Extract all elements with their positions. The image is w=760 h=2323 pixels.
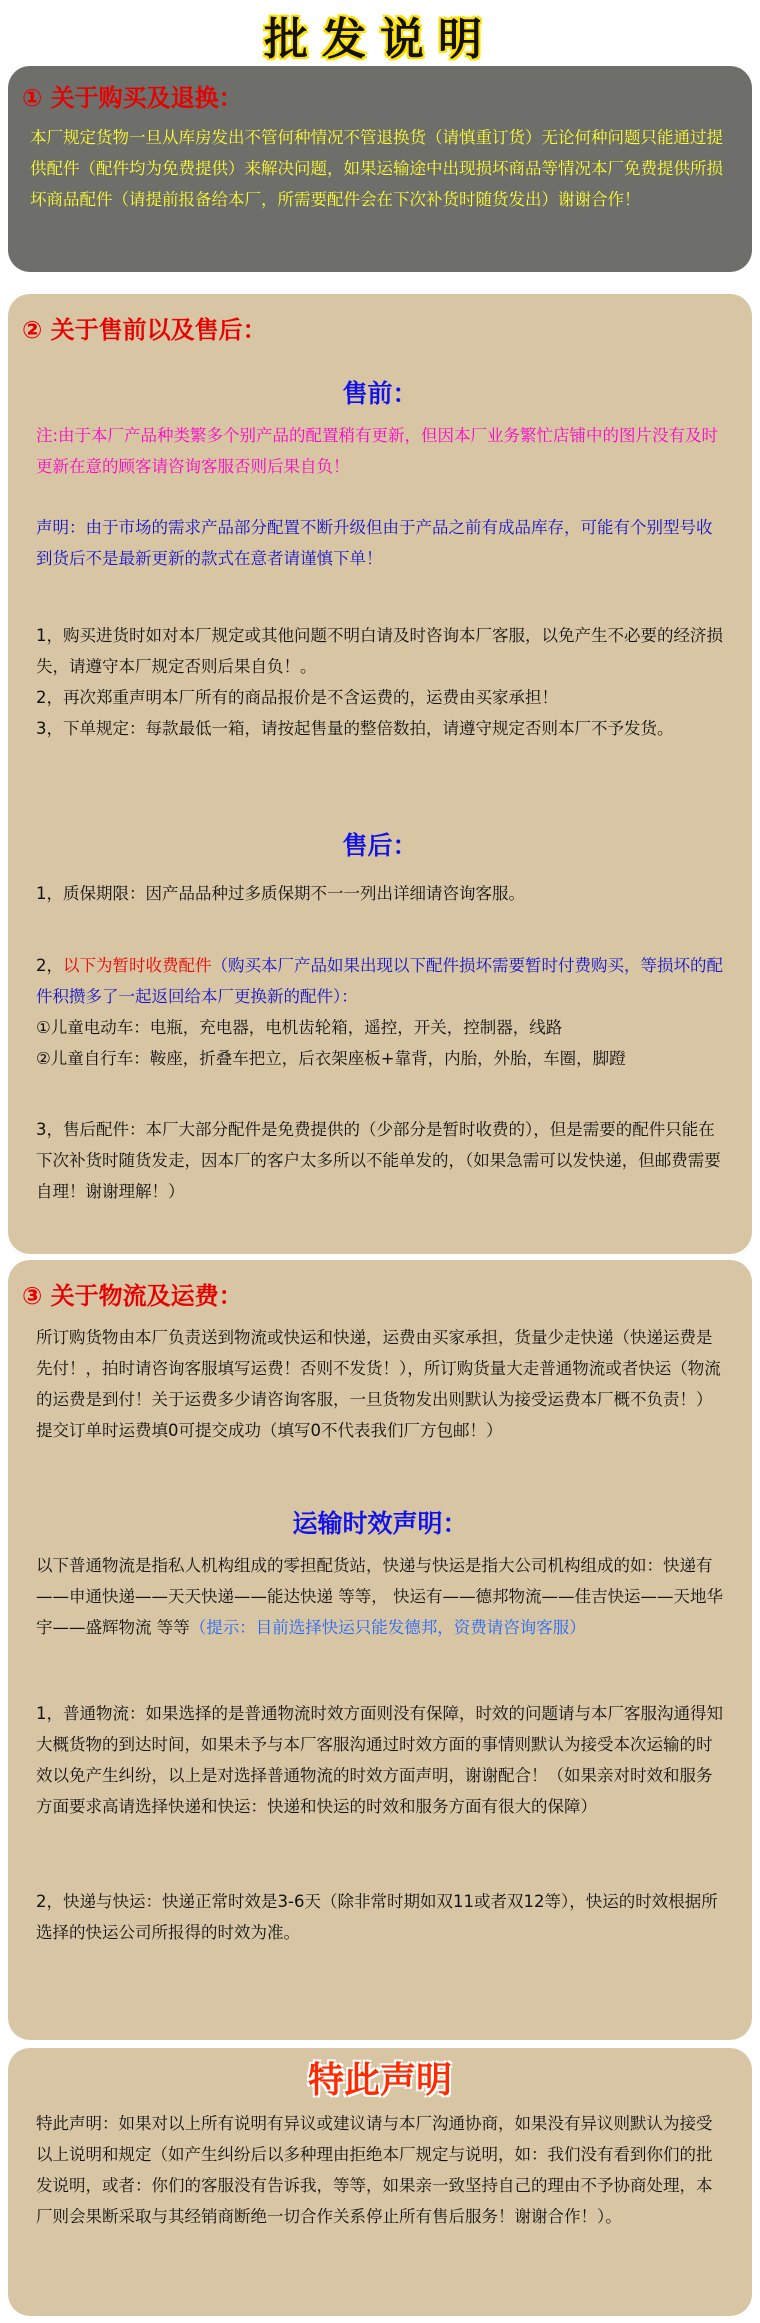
logistics-item: 2，快递与快运：快递正常时效是3-6天（除非常时期如双11或者双12等），快运的时效根据所选择的快运公司所报得的时效为准。	[36, 1892, 718, 1942]
presale-statement: 声明：由于市场的需求产品部分配置不断升级但由于产品之前有成品库存，可能有个别型号收到货后不是最新更新的款式在意者请谨慎下单！	[36, 518, 713, 568]
parts-list-bicycle: ②儿童自行车：鞍座，折叠车把立，后衣架座板+靠背，内胎，外胎，车圈，脚蹬	[36, 1049, 626, 1068]
page-title-text: 批发说明	[264, 14, 496, 65]
section-presale-aftersale	[8, 294, 752, 1254]
page-title	[0, 0, 760, 70]
aftersale-item-prefix: 2，	[36, 956, 63, 975]
temporary-paid-parts-note: （购买本厂产品如果出现以下配件损坏需要暂时付费购买，等损坏的配件积攒多了一起返回给本厂更换新的配件）：	[36, 956, 723, 1006]
aftersale-item: 3，售后配件：本厂大部分配件是免费提供的（少部分是暂时收费的），但是需要的配件只能在下次补货时随货发走，因本厂的客户太多所以不能单发的，（如果急需可以发快递，但邮费需要自理！谢谢理解！）	[36, 1120, 721, 1201]
section-heading: ③ 关于物流及运费：	[22, 1282, 243, 1310]
presale-title: 售前：	[342, 379, 418, 408]
section-heading: ① 关于购买及退换：	[22, 84, 243, 112]
section-heading: ② 关于售前以及售后：	[22, 316, 267, 344]
parts-list-electric: ①儿童电动车：电瓶，充电器，电机齿轮箱，遥控，开关，控制器，线路	[36, 1018, 563, 1037]
temporary-paid-parts-label: 以下为暂时收费配件	[63, 956, 212, 975]
special-statement-body: 特此声明：如果对以上所有说明有异议或建议请与本厂沟通协商，如果没有异议则默认为接受以上说明和规定（如产生纠纷后以多种理由拒绝本厂规定与说明，如：我们没有看到你们的批发说明，或者：你们的客服没有告诉我，等等，如果亲一致坚持自己的理由不予协商处理，本厂则会果断采取与其经销商断绝一切合作关系停止所有售后服务！谢谢合作！）。	[36, 2114, 713, 2226]
aftersale-title: 售后：	[342, 831, 418, 860]
section-special-statement	[8, 2048, 752, 2316]
logistics-tip: （提示：目前选择快运只能发德邦，资费请咨询客服）	[189, 1618, 586, 1637]
logistics-definition-text: 以下普通物流是指私人机构组成的零担配货站，快递与快运是指大公司机构组成的如：快递有——申通快递——天天快递——能达快递 等等， 快运有——德邦物流——佳吉快运——天地华宇——盛辉物流 等等	[36, 1556, 723, 1637]
logistics-item: 1，普通物流：如果选择的是普通物流时效方面则没有保障，时效的问题请与本厂客服沟通得知大概货物的到达时间，如果未予与本厂客服沟通过时效方面的事情则默认为接受本次运输的时效以免产生纠纷，以上是对选择普通物流的时效方面声明，谢谢配合！（如果亲对时效和服务方面要求高请选择快递和快运：快递和快运的时效和服务方面有很大的保障）	[36, 1704, 723, 1816]
section-logistics	[8, 1260, 752, 2040]
presale-note: 注:由于本厂产品种类繁多个别产品的配置稍有更新，但因本厂业务繁忙店铺中的图片没有及时更新在意的顾客请咨询客服否则后果自负！	[36, 426, 719, 476]
logistics-definition	[36, 1550, 726, 1643]
aftersale-item	[36, 950, 726, 1012]
section-purchase-return	[8, 66, 752, 272]
presale-item: 2，再次郑重声明本厂所有的商品报价是不含运费的，运费由买家承担！	[36, 688, 558, 707]
special-statement-title: 特此声明	[307, 2060, 452, 2101]
presale-item: 1，购买进货时如对本厂规定或其他问题不明白请及时咨询本厂客服，以免产生不必要的经济损失，请遵守本厂规定否则后果自负！。	[36, 626, 723, 676]
presale-item: 3，下单规定：每款最低一箱，请按起售量的整倍数拍，请遵守规定否则本厂不予发货。	[36, 719, 674, 738]
transport-timing-title: 运输时效声明：	[292, 1509, 468, 1538]
logistics-body: 所订购货物由本厂负责送到物流或快运和快递，运费由买家承担，货量少走快递（快递运费是先付！，拍时请咨询客服填写运费！否则不发货！），所订购货量大走普通物流或者快运（物流的运费是到付！关于运费多少请咨询客服，一旦货物发出则默认为接受运费本厂概不负责！）提交订单时运费填0可提交成功（填写0不代表我们厂方包邮！）	[36, 1328, 721, 1440]
section-body: 本厂规定货物一旦从库房发出不管何种情况不管退换货（请慎重订货）无论何种问题只能通过提供配件（配件均为免费提供）来解决问题，如果运输途中出现损坏商品等情况本厂免费提供所损坏商品配件（请提前报备给本厂，所需要配件会在下次补货时随货发出）谢谢合作！	[30, 128, 723, 209]
aftersale-item: 1，质保期限：因产品品种过多质保期不一一列出详细请咨询客服。	[36, 884, 525, 903]
